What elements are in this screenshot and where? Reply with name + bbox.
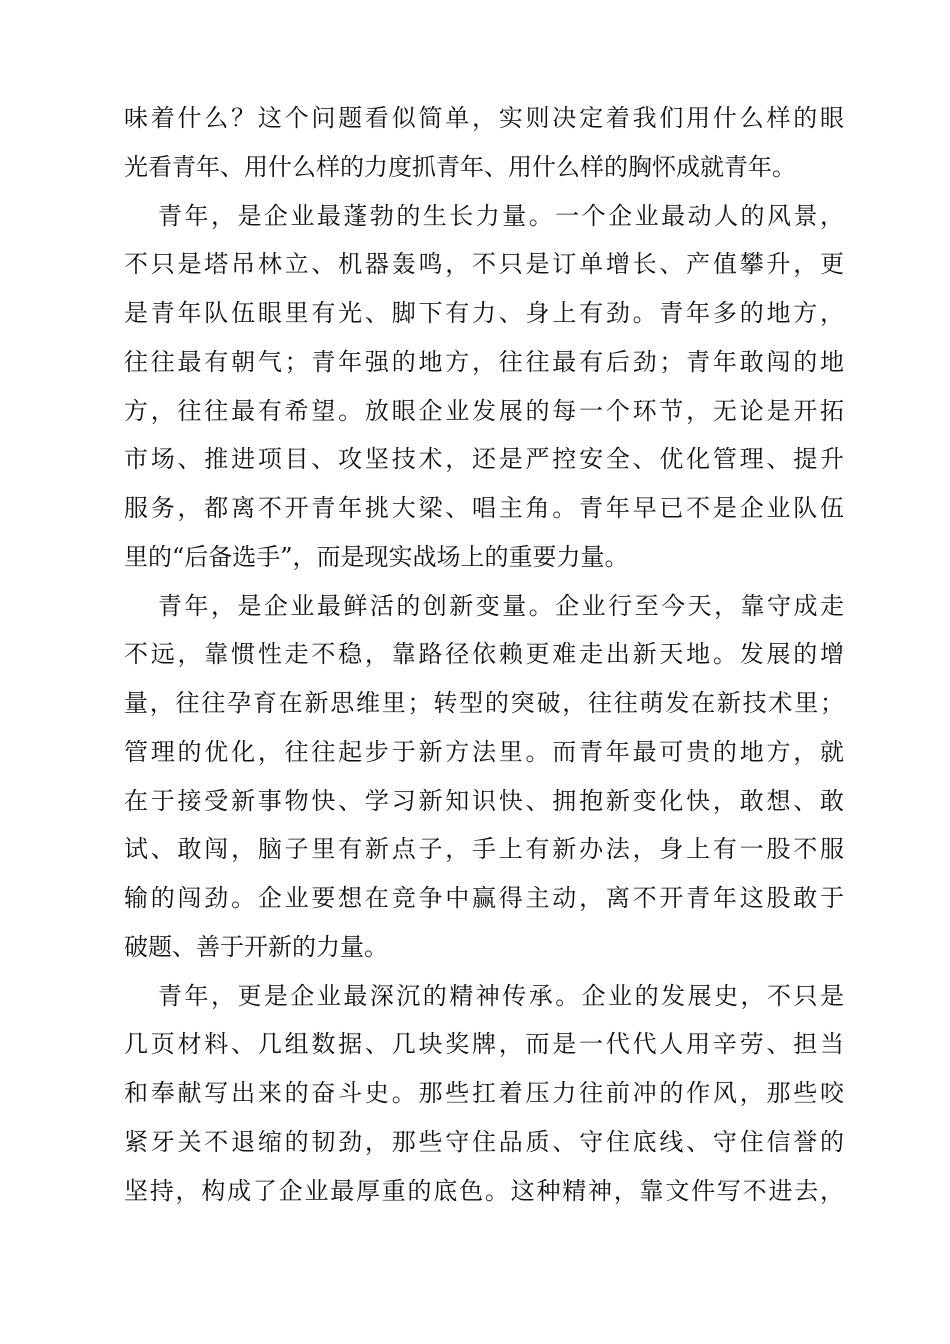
text-line: 市场、推进项目、攻坚技术，还是严控安全、优化管理、提升 [124, 445, 844, 474]
paragraph-first-line: 青年，是企业最蓬勃的生长力量。一个企业最动人的风景， [158, 201, 844, 230]
text-line: 试、敢闯，脑子里有新点子，手上有新办法，身上有一股不服 [124, 835, 844, 864]
text-line: 方，往往最有希望。放眼企业发展的每一个环节，无论是开拓 [124, 396, 844, 425]
text-line: 几页材料、几组数据、几块奖牌，而是一代代人用辛劳、担当 [124, 1030, 844, 1059]
paragraph-first-line: 青年，是企业最鲜活的创新变量。企业行至今天，靠守成走 [158, 591, 844, 620]
text-line: 不只是塔吊林立、机器轰鸣，不只是订单增长、产值攀升，更 [124, 250, 844, 279]
text-line: 不远，靠惯性走不稳，靠路径依赖更难走出新天地。发展的增 [124, 640, 844, 669]
text-line: 在于接受新事物快、学习新知识快、拥抱新变化快，敢想、敢 [124, 786, 844, 815]
text-line: 紧牙关不退缩的韧劲，那些守住品质、守住底线、守住信誉的 [124, 1127, 844, 1156]
text-line: 服务，都离不开青年挑大梁、唱主角。青年早已不是企业队伍 [124, 494, 844, 522]
text-line: 光看青年、用什么样的力度抓青年、用什么样的胸怀成就青年。 [124, 152, 796, 181]
text-line: 和奉献写出来的奋斗史。那些扛着压力往前冲的作风，那些咬 [124, 1079, 844, 1107]
text-line: 输的闯劲。企业要想在竞争中赢得主动，离不开青年这股敢于 [124, 884, 844, 912]
text-line: 管理的优化，往往起步于新方法里。而青年最可贵的地方，就 [124, 737, 844, 766]
paragraph-first-line: 青年，更是企业最深沉的精神传承。企业的发展史，不只是 [158, 981, 844, 1010]
text-line: 坚持，构成了企业最厚重的底色。这种精神，靠文件写不进去， [124, 1176, 844, 1205]
text-line: 量，往往孕育在新思维里；转型的突破，往往萌发在新技术里； [124, 689, 844, 717]
text-line: 往往最有朝气；青年强的地方，往往最有后劲；青年敢闯的地 [124, 347, 844, 376]
document-body [124, 94, 844, 1215]
text-line: 是青年队伍眼里有光、脚下有力、身上有劲。青年多的地方， [124, 299, 844, 327]
text-line: 里的“后备选手”，而是现实战场上的重要力量。 [124, 542, 629, 571]
text-line: 味着什么？这个问题看似简单，实则决定着我们用什么样的眼 [124, 104, 844, 132]
text-line: 破题、善于开新的力量。 [124, 932, 388, 961]
